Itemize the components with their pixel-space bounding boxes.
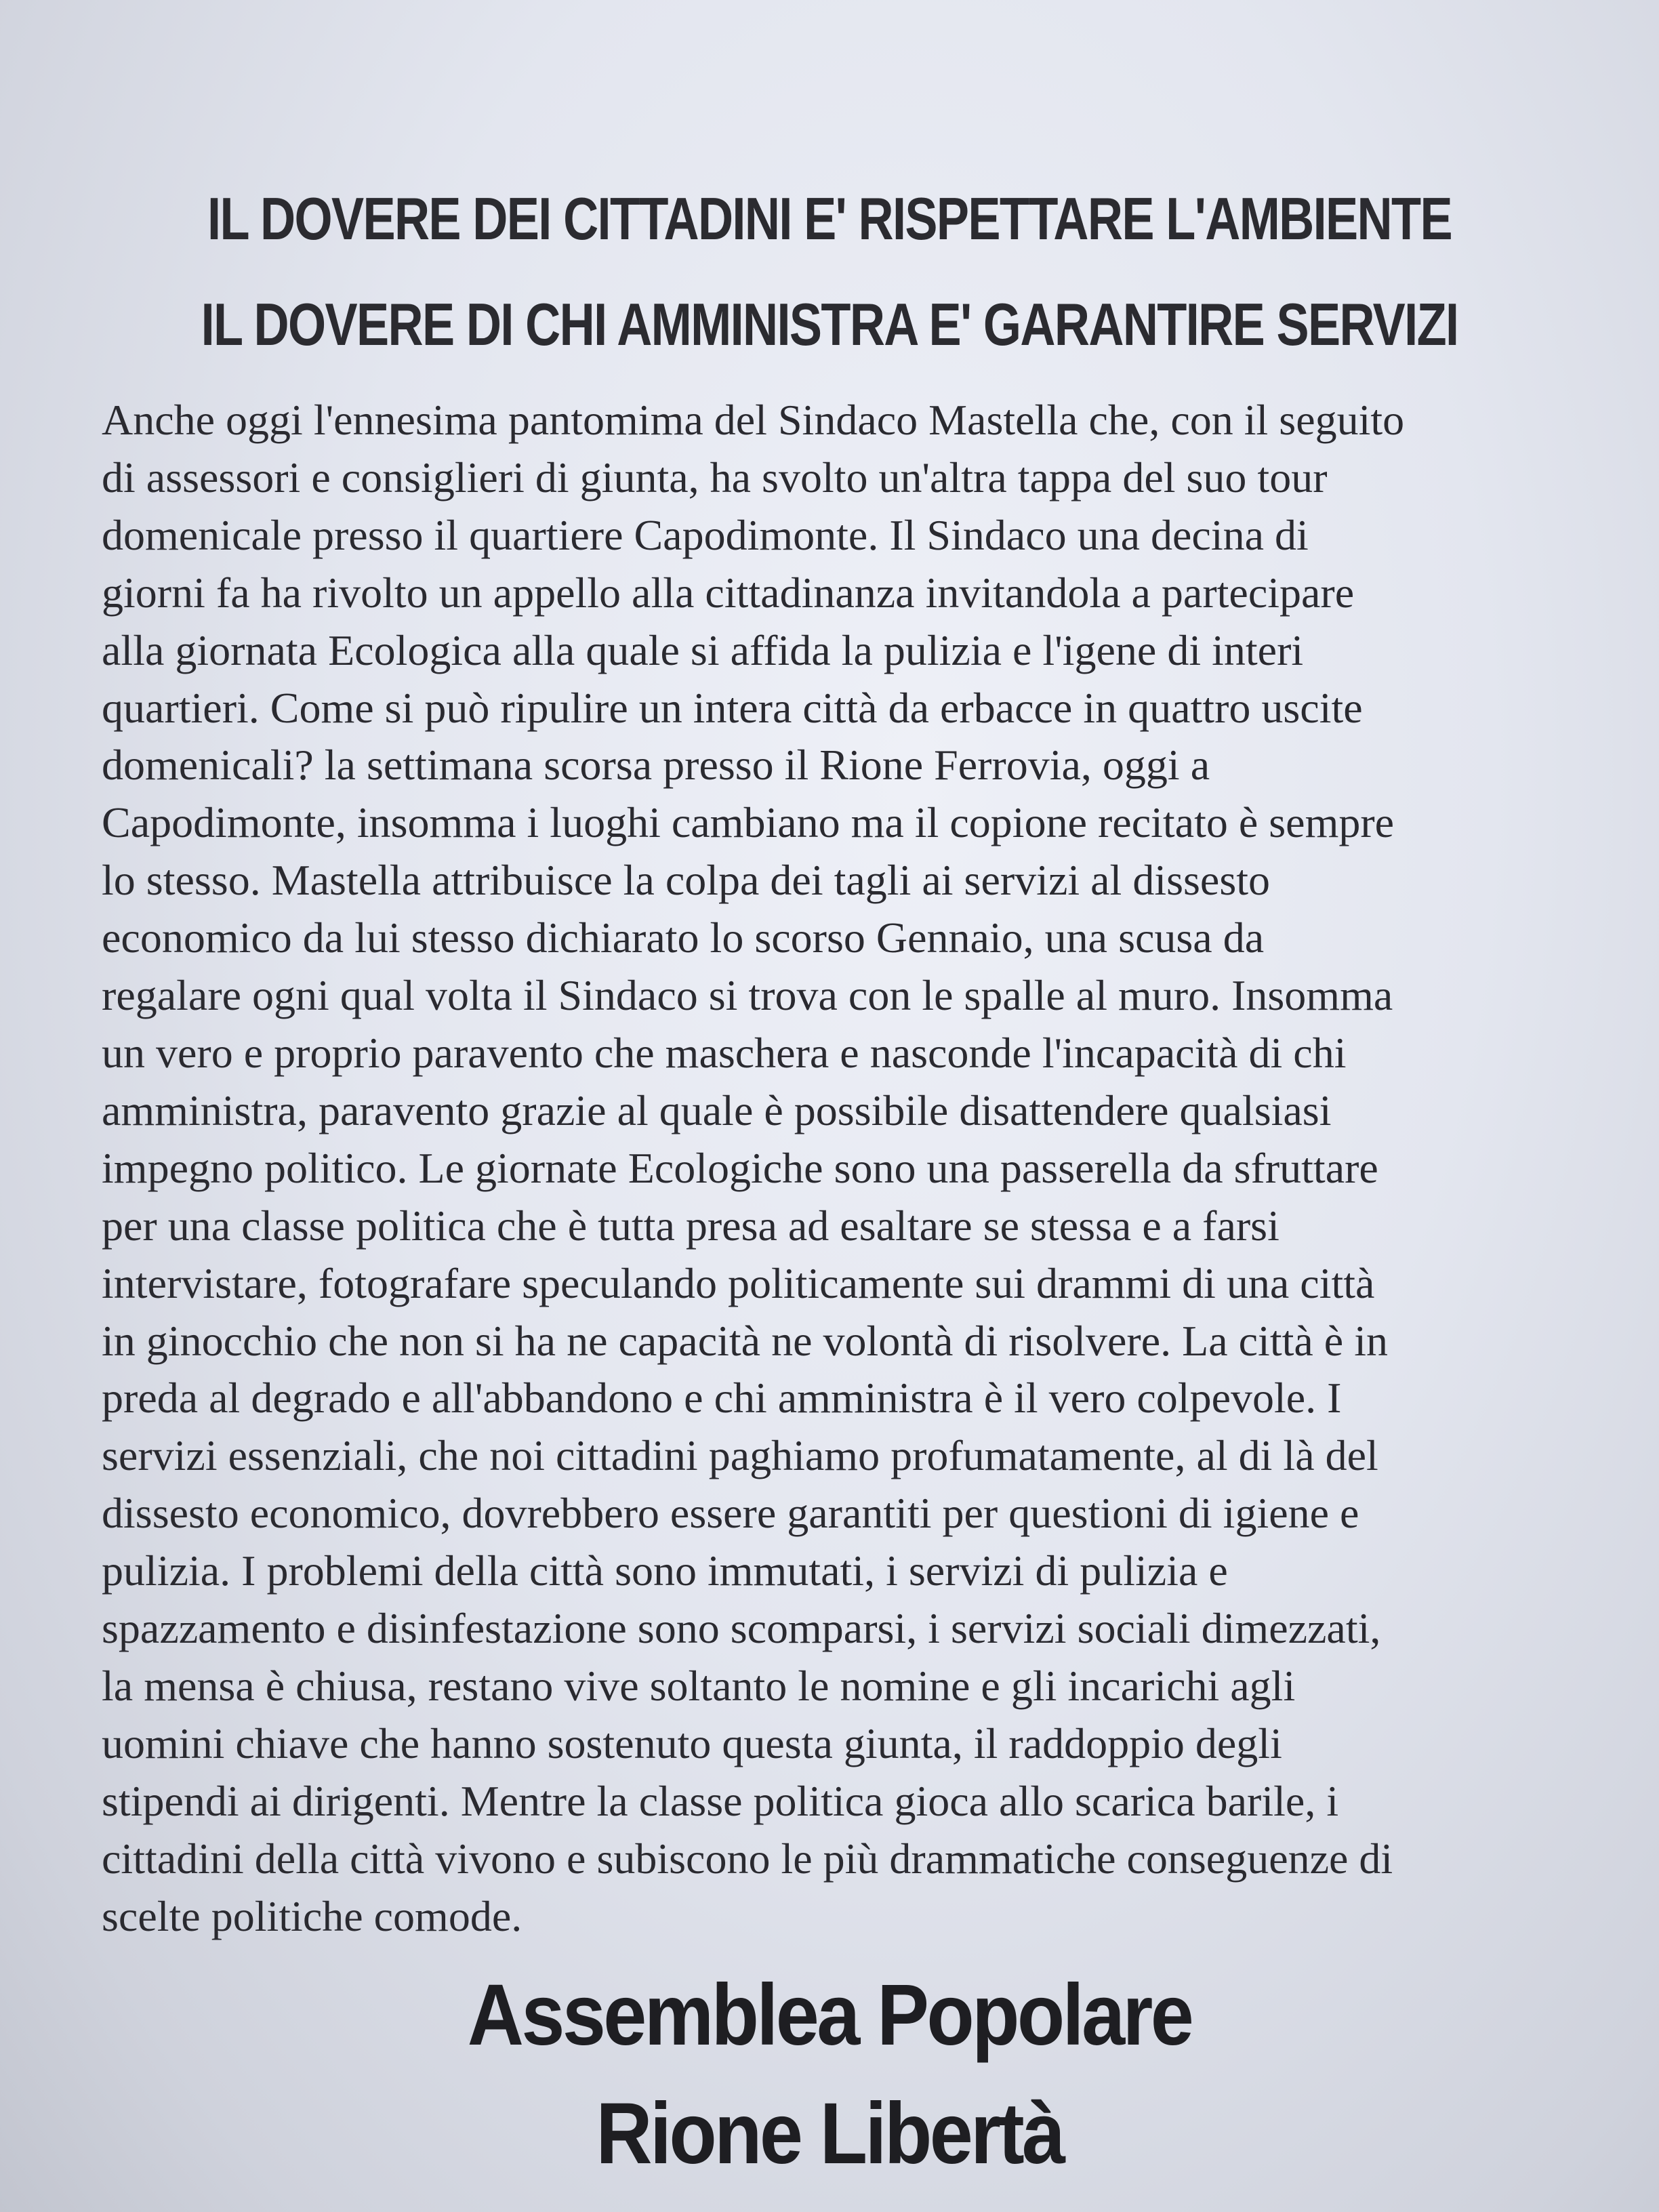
body-line: uomini chiave che hanno sostenuto questa giunta, il raddoppio degli xyxy=(102,1719,1282,1767)
body-line: amministra, paravento grazie al quale è possibile disattendere qualsiasi xyxy=(102,1086,1332,1134)
signature-organization: Assemblea Popolare xyxy=(467,1967,1192,2064)
body-line: per una classe politica che è tutta presa ad esaltare se stessa e a farsi xyxy=(102,1201,1279,1250)
body-line: servizi essenziali, che noi cittadini paghiamo profumatamente, al di là del xyxy=(102,1431,1378,1480)
body-line: Anche oggi l'ennesima pantomima del Sindaco Mastella che, con il seguito xyxy=(102,396,1405,444)
body-line: giorni fa ha rivolto un appello alla cittadinanza invitandola a partecipare xyxy=(102,568,1355,617)
body-line: Capodimonte, insomma i luoghi cambiano ma il copione recitato è sempre xyxy=(102,798,1395,847)
body-line: scelte politiche comode. xyxy=(102,1891,523,1940)
body-line: spazzamento e disinfestazione sono scomparsi, i servizi sociali dimezzati, xyxy=(102,1604,1381,1653)
headline-citizens-duty: IL DOVERE DEI CITTADINI E' RISPETTARE L'AMBIENTE xyxy=(207,185,1452,252)
body-line: preda al degrado e all'abbandono e chi amministra è il vero colpevole. I xyxy=(102,1374,1342,1422)
body-line: un vero e proprio paravento che maschera e nasconde l'incapacità di chi xyxy=(102,1028,1347,1077)
body-line: pulizia. I problemi della città sono immutati, i servizi di pulizia e xyxy=(102,1547,1228,1595)
body-line: dissesto economico, dovrebbero essere garantiti per questioni di igiene e xyxy=(102,1489,1359,1538)
body-line: economico da lui stesso dichiarato lo scorso Gennaio, una scusa da xyxy=(102,914,1265,962)
signature-district: Rione Libertà xyxy=(596,2085,1063,2182)
body-line: domenicali? la settimana scorsa presso il Rione Ferrovia, oggi a xyxy=(102,741,1210,790)
headline-administrators-duty: IL DOVERE DI CHI AMMINISTRA E' GARANTIRE SERVIZI xyxy=(201,291,1458,358)
body-line: lo stesso. Mastella attribuisce la colpa dei tagli ai servizi al dissesto xyxy=(102,856,1270,905)
body-line: quartieri. Come si può ripulire un intera città da erbacce in quattro uscite xyxy=(102,683,1363,732)
body-line: stipendi ai dirigenti. Mentre la classe politica gioca allo scarica barile, i xyxy=(102,1776,1339,1825)
body-line: impegno politico. Le giornate Ecologiche sono una passerella da sfruttare xyxy=(102,1143,1378,1192)
body-line: la mensa è chiusa, restano vive soltanto le nomine e gli incarichi agli xyxy=(102,1661,1296,1710)
body-line: alla giornata Ecologica alla quale si affida la pulizia e l'igene di interi xyxy=(102,626,1304,674)
body-line: in ginocchio che non si ha ne capacità ne volontà di risolvere. La città è in xyxy=(102,1316,1388,1365)
body-line: cittadini della città vivono e subiscono le più drammatiche conseguenze di xyxy=(102,1834,1393,1883)
body-paragraph xyxy=(102,392,1623,1945)
body-line: di assessori e consiglieri di giunta, ha svolto un'altra tappa del suo tour xyxy=(102,453,1328,501)
body-line: intervistare, fotografare speculando politicamente sui drammi di una città xyxy=(102,1258,1375,1307)
body-line: domenicale presso il quartiere Capodimonte. Il Sindaco una decina di xyxy=(102,510,1309,559)
body-line: regalare ogni qual volta il Sindaco si trova con le spalle al muro. Insomma xyxy=(102,971,1393,1020)
